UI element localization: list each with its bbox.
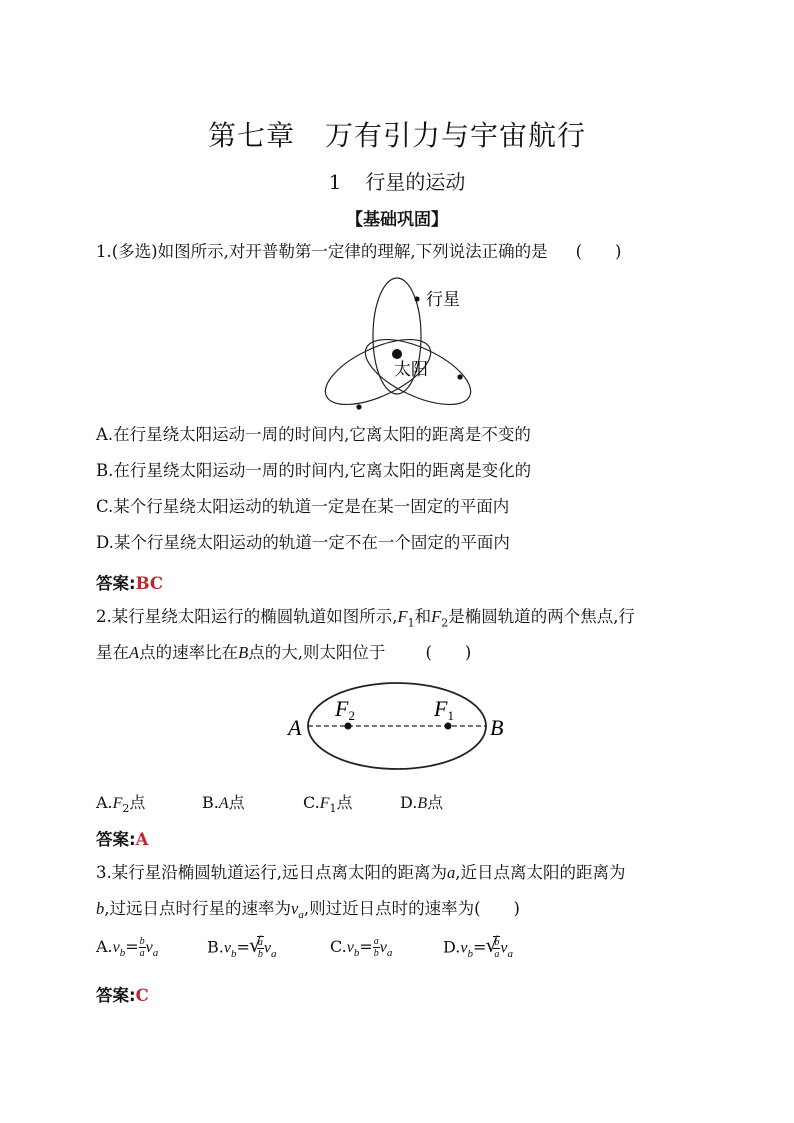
focus-f1 — [445, 723, 452, 730]
label-f1: F1 — [434, 696, 454, 723]
focus-f2 — [345, 723, 352, 730]
q1-option-a: A.在行星绕太阳运动一周的时间内,它离太阳的距离是不变的 — [96, 425, 531, 444]
q1-stem: 1.(多选)如图所示,对开普勒第一定律的理解,下列说法正确的是 ( ) — [96, 242, 622, 261]
q1-option-c: C.某个行星绕太阳运动的轨道一定是在某一固定的平面内 — [96, 497, 510, 516]
sun-dot — [392, 349, 402, 359]
q1-answer: 答案:BC — [96, 574, 163, 593]
q3-option-d: $D.v_b=$ √ $\frac{b}{a}$ $v_a$ — [443, 936, 513, 960]
label-a: A — [288, 715, 302, 740]
label-f2: F2 — [335, 696, 355, 723]
label-sun: 太阳 — [394, 360, 428, 379]
q2-ellipse-diagram — [282, 682, 522, 782]
q1-option-d: D.某个行星绕太阳运动的轨道一定不在一个固定的平面内 — [96, 533, 510, 552]
q3-stem-line2: b,过远日点时行星的速率为$v_a$,则过近日点时的速率为( ) — [96, 899, 520, 922]
q3-stem-line1: 3.某行星沿椭圆轨道运行,远日点离太阳的距离为a,近日点离太阳的距离为 — [96, 863, 626, 882]
q2-option-a: $A.F_2$点 — [96, 793, 146, 816]
label-planet: 行星 — [426, 290, 460, 309]
q3-option-b: $B.v_b=$ √ $\frac{a}{b}$ $v_a$ — [207, 936, 276, 960]
label-b: B — [490, 715, 504, 740]
q2-option-d: D.B点 — [400, 793, 444, 812]
q1-option-b: B.在行星绕太阳运动一周的时间内,它离太阳的距离是变化的 — [96, 461, 532, 480]
q2-option-c: $C.F_1$点 — [303, 793, 353, 816]
q2-stem-line1: 2.某行星绕太阳运行的椭圆轨道如图所示$,F_1$和$F_2$是椭圆轨道的两个焦点,行 — [96, 607, 635, 630]
q3-option-a: $A.v_b=$ $\frac{b}{a}$ $v_a$ — [96, 936, 159, 960]
chapter-title: 第七章 万有引力与宇宙航行 — [207, 119, 587, 152]
lesson-title: 1 行星的运动 — [328, 170, 466, 194]
planet-dot-left — [356, 404, 361, 409]
section-heading: 【基础巩固】 — [346, 210, 448, 230]
q3-answer: 答案:C — [96, 986, 149, 1005]
q2-stem-line2: 星在A点的速率比在B点的大,则太阳位于 ( ) — [96, 643, 472, 662]
q2-option-b: B.A点 — [202, 793, 245, 812]
q2-answer: 答案:A — [96, 830, 149, 849]
q1-orbit-diagram — [320, 274, 480, 414]
planet-dot-top — [414, 296, 419, 301]
planet-dot-right — [457, 374, 462, 379]
q3-option-c: $C.v_b=$ $\frac{a}{b}$ $v_a$ — [330, 936, 393, 960]
